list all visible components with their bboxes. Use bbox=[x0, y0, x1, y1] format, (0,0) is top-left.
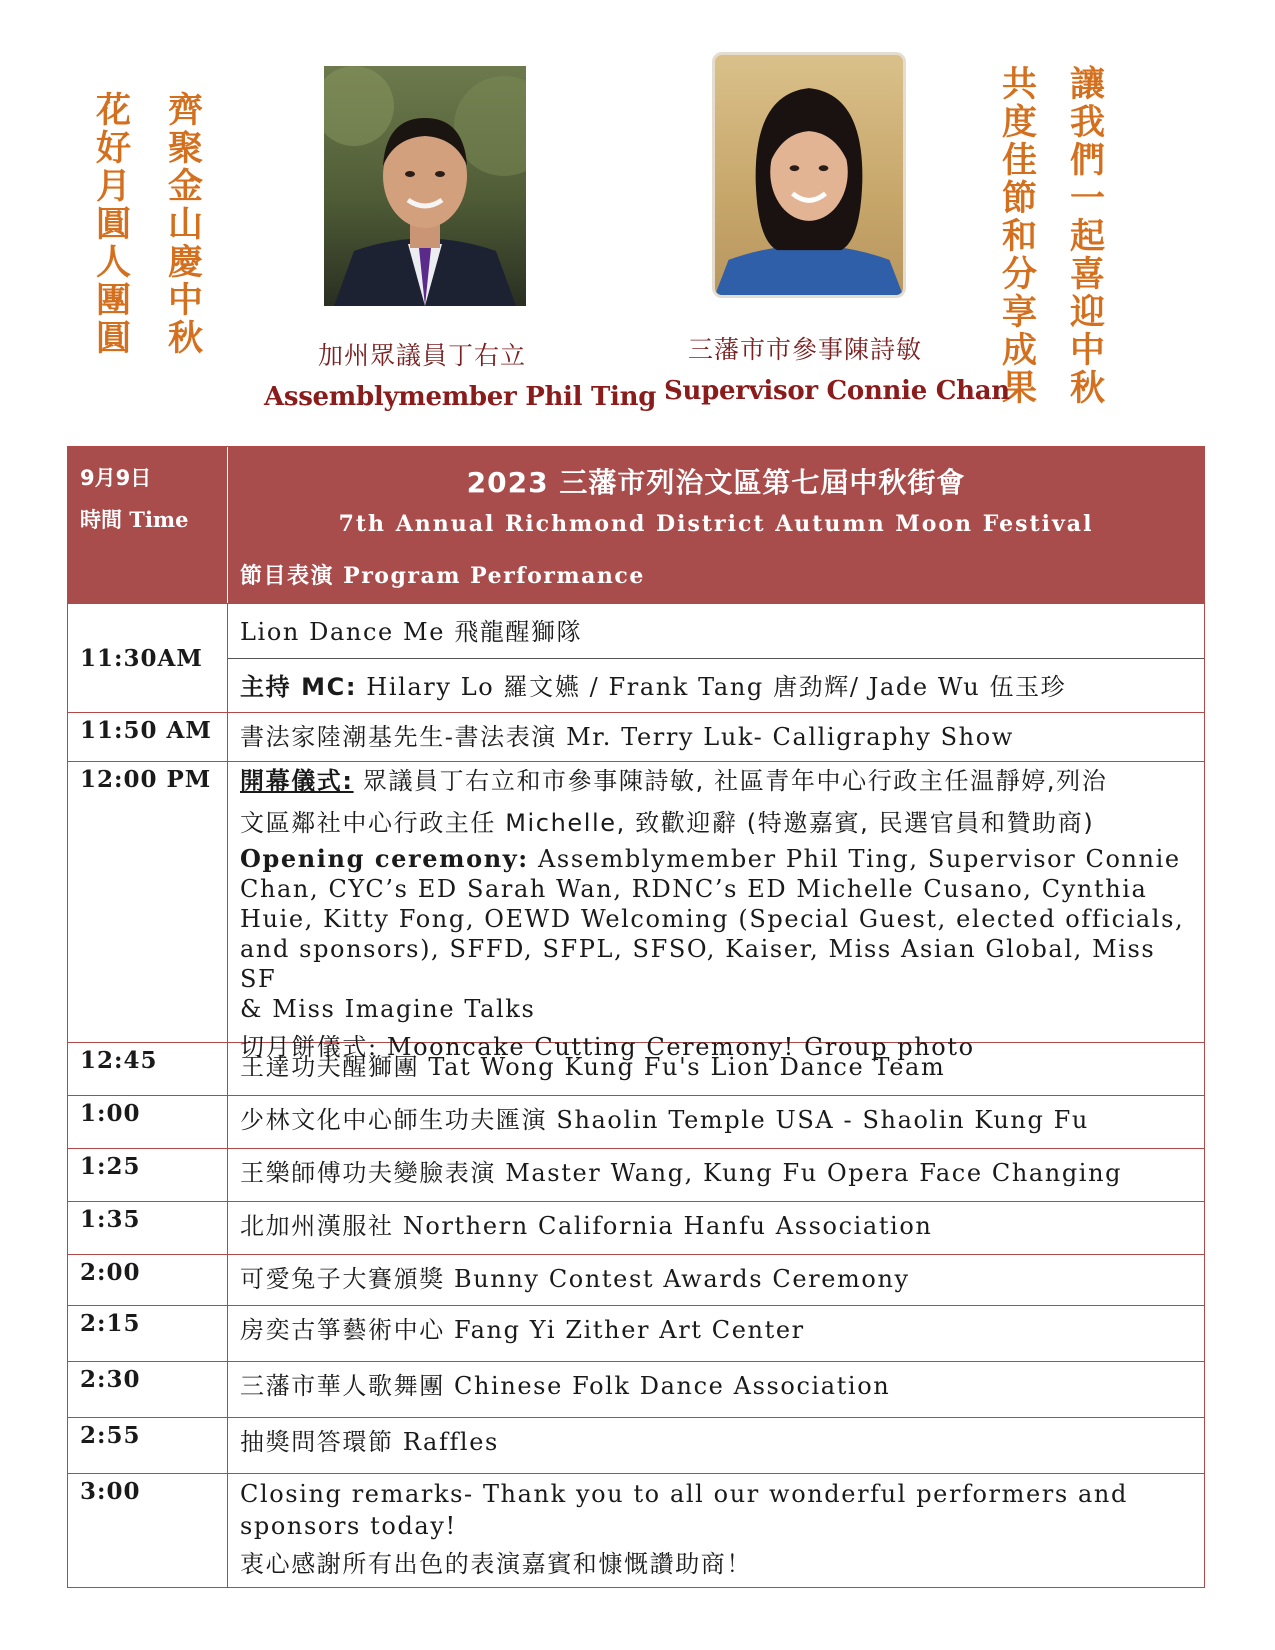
mc-line bbox=[228, 658, 1204, 712]
mc-label: 主持 MC: bbox=[240, 673, 358, 701]
closing-zh-line: 衷心感謝所有出色的表演嘉賓和慷慨讚助商！ bbox=[240, 1550, 752, 1578]
festival-title-english: 7th Annual Richmond District Autumn Moon Festival bbox=[338, 511, 1094, 537]
caption-chan-english: Supervisor Connie Chan bbox=[664, 376, 1010, 406]
vertical-slogan-left-outer: 花 好 月 圓 人 團 圓 bbox=[96, 91, 132, 359]
opening-zh-line-2: 文區鄰社中心行政主任 Michelle, 致歡迎辭 (特邀嘉賓, 民選官員和贊助商) bbox=[240, 809, 1095, 837]
row-description: 三藩市華人歌舞團 Chinese Folk Dance Association bbox=[240, 1372, 891, 1400]
row-time: 1:25 bbox=[68, 1149, 228, 1201]
event-date: 9月9日 bbox=[80, 466, 152, 490]
table-row bbox=[68, 1361, 1204, 1417]
header-title-column bbox=[228, 447, 1204, 603]
closing-en-line-1: Closing remarks- Thank you to all our wonderful performers and bbox=[240, 1480, 1128, 1508]
opening-en-line-4: and sponsors), SFFD, SFPL, SFSO, Kaiser, Miss Asian Global, Miss SF bbox=[240, 935, 1156, 993]
time-column-label: 時間 Time bbox=[80, 507, 189, 532]
program-label: 節目表演 Program Performance bbox=[240, 563, 645, 589]
table-header bbox=[68, 447, 1204, 603]
row-description: 可愛兔子大賽頒獎 Bunny Contest Awards Ceremony bbox=[240, 1265, 910, 1293]
opening-en-line-5: & Miss Imagine Talks bbox=[240, 995, 536, 1023]
mooncake-text: : Mooncake Cutting Ceremony! Group photo bbox=[368, 1033, 975, 1061]
row-description: 房奕古箏藝術中心 Fang Yi Zither Art Center bbox=[240, 1316, 805, 1344]
row-time: 12:00 PM bbox=[68, 762, 228, 1042]
table-row bbox=[68, 1148, 1204, 1201]
row-time: 1:35 bbox=[68, 1202, 228, 1254]
table-row bbox=[68, 1095, 1204, 1148]
vertical-slogan-right-inner: 共 度 佳 節 和 分 享 成 果 bbox=[1002, 65, 1038, 409]
row-time: 2:30 bbox=[68, 1362, 228, 1417]
table-row bbox=[68, 1305, 1204, 1361]
row-description: 王樂師傅功夫變臉表演 Master Wang, Kung Fu Opera Face Changing bbox=[240, 1159, 1123, 1187]
table-row bbox=[68, 712, 1204, 761]
row-time: 2:00 bbox=[68, 1255, 228, 1305]
row-time: 3:00 bbox=[68, 1474, 228, 1587]
opening-en-line-2: Chan, CYC’s ED Sarah Wan, RDNC’s ED Michelle Cusano, Cynthia bbox=[240, 875, 1148, 903]
row-time: 11:30AM bbox=[68, 604, 228, 712]
table-row bbox=[68, 1042, 1204, 1095]
table-row bbox=[68, 1417, 1204, 1473]
vertical-slogan-left-inner: 齊 聚 金 山 慶 中 秋 bbox=[168, 91, 204, 359]
opening-label-zh: 開幕儀式: bbox=[240, 767, 354, 795]
row-description: 抽獎問答環節 Raffles bbox=[240, 1428, 499, 1456]
vertical-slogan-right-outer: 讓 我 們 一 起 喜 迎 中 秋 bbox=[1070, 65, 1106, 409]
table-row bbox=[68, 603, 1204, 712]
opening-zh-text-1: 眾議員丁右立和市參事陳詩敏, 社區青年中心行政主任温靜婷,列治 bbox=[353, 767, 1108, 795]
header-time-column bbox=[68, 447, 228, 603]
row-description: 少林文化中心師生功夫匯演 Shaolin Temple USA - Shaolin Kung Fu bbox=[240, 1106, 1089, 1134]
festival-title-chinese: 2023 三藩市列治文區第七屆中秋街會 bbox=[466, 466, 966, 499]
caption-ting-english: Assemblymember Phil Ting bbox=[264, 382, 657, 412]
opening-en-line-3: Huie, Kitty Fong, OEWD Welcoming (Special Guest, elected officials, bbox=[240, 905, 1185, 933]
row-time: 2:55 bbox=[68, 1418, 228, 1473]
row-description bbox=[228, 762, 1204, 1061]
opening-zh-line-1 bbox=[240, 766, 1190, 796]
portrait-connie-chan bbox=[712, 52, 906, 298]
table-row bbox=[68, 1201, 1204, 1254]
opening-en-text-1: Assemblymember Phil Ting, Supervisor Connie bbox=[528, 845, 1181, 873]
program-schedule-table bbox=[67, 446, 1205, 1588]
closing-en-line-2: sponsors today! bbox=[240, 1512, 457, 1540]
mooncake-label: 切月餅儀式 bbox=[240, 1033, 368, 1061]
caption-ting-chinese: 加州眾議員丁右立 bbox=[318, 341, 527, 370]
row-time: 12:45 bbox=[68, 1043, 228, 1095]
row-time: 11:50 AM bbox=[68, 713, 228, 761]
table-row bbox=[68, 1254, 1204, 1305]
table-row bbox=[68, 1473, 1204, 1587]
mc-names: Hilary Lo 羅文嬿 / Frank Tang 唐劲辉/ Jade Wu 伍玉珍 bbox=[357, 673, 1067, 701]
row-description bbox=[228, 1474, 1204, 1587]
caption-chan-chinese: 三藩市市參事陳詩敏 bbox=[688, 335, 923, 364]
row-time: 2:15 bbox=[68, 1306, 228, 1361]
row-description: 書法家陸潮基先生-書法表演 Mr. Terry Luk- Calligraphy Show bbox=[240, 723, 1014, 751]
opening-en-line-1 bbox=[240, 844, 1190, 874]
row-description bbox=[228, 604, 1204, 712]
portrait-phil-ting bbox=[324, 66, 526, 306]
row-time: 1:00 bbox=[68, 1096, 228, 1148]
row-description: 北加州漢服社 Northern California Hanfu Association bbox=[240, 1212, 933, 1240]
lion-dance-line: Lion Dance Me 飛龍醒獅隊 bbox=[240, 618, 583, 646]
row-description: 王達功夫醒獅團 Tat Wong Kung Fu's Lion Dance Team bbox=[240, 1053, 946, 1081]
opening-label-en: Opening ceremony: bbox=[240, 844, 529, 873]
